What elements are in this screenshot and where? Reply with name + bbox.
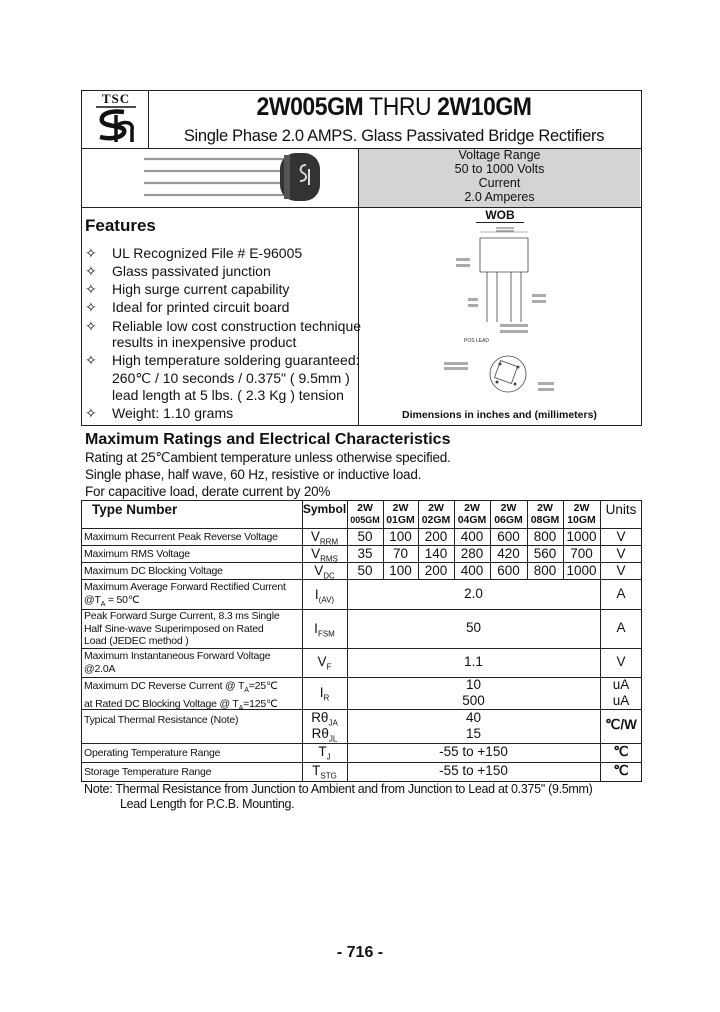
feature-item: ✧ High surge current capability [85,281,290,297]
unit-cell: A [616,586,626,601]
page-subtitle: Single Phase 2.0 AMPS. Glass Passivated Bridge Rectifiers [183,127,605,145]
param-label: Storage Temperature Range [84,766,212,778]
pos-lead-label: POS LEAD [464,338,490,344]
value-cell: 280 [460,546,484,561]
symbol-cell: $R\theta_{JL}$ [311,726,338,744]
page-number: - 716 - [336,944,384,961]
tsc-logo-icon [94,106,138,144]
diamond-bullet-icon: ✧ [85,352,97,368]
value-cell: 200 [424,529,448,544]
value-cell: 200 [424,563,448,578]
param-label: Maximum Recurrent Peak Reverse Voltage [84,531,278,543]
part-number-header: 2W 005GM [350,502,380,525]
diamond-bullet-icon: ✧ [85,299,97,315]
feature-continuation: 260℃ / 10 seconds / 0.375" ( 9.5mm ) [112,370,350,386]
value-cell: 700 [570,546,593,561]
unit-cell: V [616,546,626,561]
value-cell: 140 [424,546,448,561]
symbol-cell: $T_J$ [318,744,331,762]
page-title [168,93,621,122]
diamond-bullet-icon: ✧ [85,263,97,279]
table-rule [81,579,642,580]
header-units: Units [605,502,637,517]
value-cell: 600 [497,529,520,544]
ratings-title: Maximum Ratings and Electrical Characteristics [85,431,451,448]
feature-item: ✧ Ideal for printed circuit board [85,299,290,315]
symbol-cell: $V_F$ [317,654,332,672]
unit-cell: V [616,529,626,544]
feature-item: ✧ High temperature soldering guaranteed: [85,352,360,368]
unit-cell: uA [612,693,630,708]
symbol-cell: $I_{(AV)}$ [314,587,335,605]
value-cell: 10 [465,677,482,692]
value-cell: 800 [533,563,557,578]
header-symbol: Symbol [302,502,347,516]
feature-item: ✧ Glass passivated junction [85,263,271,279]
current-value: 2.0 Amperes [464,190,535,204]
value-cell: 2.0 [464,586,483,601]
title-thru: THRU [369,93,432,121]
bridge-rectifier-image [140,151,340,203]
ratings-note: Single phase, half wave, 60 Hz, resistive or inductive load. [85,467,422,482]
feature-continuation: results in inexpensive product [112,334,297,350]
value-cell: -55 to +150 [439,763,508,778]
value-cell: 560 [533,546,557,561]
symbol-cell: $R\theta_{JA}$ [311,710,338,728]
param-label: Maximum DC Reverse Current @ $T_A=25℃$ at Rated DC Blocking Voltage @ $T_A=125℃$ [84,680,278,712]
ratings-note: For capacitive load, derate current by 20% [85,484,331,499]
value-cell: 400 [460,529,484,544]
value-cell: 15 [465,726,482,741]
value-cell: 600 [497,563,520,578]
package-name: WOB [476,208,524,223]
dimensions-caption: Dimensions in inches and (millimeters) [402,409,597,421]
part-number-header: 2W 06GM [494,502,523,526]
value-cell: 400 [460,563,484,578]
unit-cell: A [616,620,626,635]
current-label: Current [478,176,521,190]
part-number-header: 2W 02GM [421,502,451,526]
part-number-header: 2W 10GM [567,502,596,526]
feature-continuation: lead length at 5 lbs. ( 2.3 Kg ) tension [112,387,344,403]
symbol-cell: $V_{RMS}$ [311,546,338,564]
param-label: Maximum DC Blocking Voltage [84,565,223,577]
value-cell: 1000 [566,529,597,544]
param-label: Peak Forward Surge Current, 8.3 ms Single Half Sine-wave Superimposed on Rated Load (JEDEC method ) [84,610,280,647]
header-type-number: Type Number [92,502,178,517]
symbol-cell: $I_{FSM}$ [314,621,335,639]
value-cell: 100 [389,529,412,544]
footnote: Note: Thermal Resistance from Junction to Ambient and from Junction to Lead at 0.375" (9.5mm) [84,782,593,796]
unit-cell: ℃ [613,744,629,759]
diamond-bullet-icon: ✧ [85,245,97,261]
logo-text: TSC [101,91,131,106]
title-part2: 2W10GM [437,93,532,121]
footnote: Lead Length for P.C.B. Mounting. [120,797,295,811]
value-cell: 420 [497,546,520,561]
diamond-bullet-icon: ✧ [85,318,97,334]
features-title: Features [85,216,156,235]
unit-cell: ℃/W [605,717,637,732]
value-cell: 70 [392,546,409,561]
title-part1: 2W005GM [256,93,364,121]
value-cell: -55 to +150 [439,744,508,759]
diamond-bullet-icon: ✧ [85,281,97,297]
part-number-header: 2W 08GM [530,502,560,526]
param-label: Operating Temperature Range [84,747,221,759]
value-cell: 1000 [566,563,597,578]
param-label: Maximum Average Forward Rectified Current $@T_A$ = 50℃ [84,581,286,608]
part-number-header: 2W 01GM [386,502,415,526]
value-cell: 500 [462,693,485,708]
features-divider [81,207,642,208]
feature-item: ✧ Weight: 1.10 grams [85,405,234,421]
unit-cell: uA [612,677,630,692]
feature-item: ✧ Reliable low cost construction technique [85,318,362,334]
diamond-bullet-icon: ✧ [85,405,97,421]
unit-cell: V [616,654,626,669]
value-cell: 35 [357,546,373,561]
voltage-range-value: 50 to 1000 Volts [454,162,545,176]
part-number-header: 2W 04GM [457,502,487,526]
symbol-cell: $T_{STG}$ [312,763,337,781]
value-cell: 100 [389,563,412,578]
unit-cell: ℃ [613,763,629,778]
symbol-cell: $V_{RRM}$ [310,529,339,547]
value-cell: 1.1 [464,654,483,669]
unit-cell: V [616,563,626,578]
ratings-note: Rating at 25℃ambient temperature unless otherwise specified. [85,450,451,465]
package-dimension-drawing [440,224,570,404]
symbol-cell: $V_{DC}$ [314,563,335,581]
value-cell: 50 [357,563,373,578]
value-cell: 50 [357,529,373,544]
value-cell: 50 [465,620,482,635]
value-cell: 40 [465,710,482,725]
symbol-cell: $I_R$ [319,685,330,703]
param-label: Maximum Instantaneous Forward Voltage @2.0A [84,650,271,675]
feature-item: ✧ UL Recognized File # E-96005 [85,245,303,261]
voltage-range-label: Voltage Range [458,148,541,162]
table-rule [81,648,642,649]
param-label: Maximum RMS Voltage [84,548,190,560]
value-cell: 800 [533,529,557,544]
param-label: Typical Thermal Resistance (Note) [84,714,239,726]
